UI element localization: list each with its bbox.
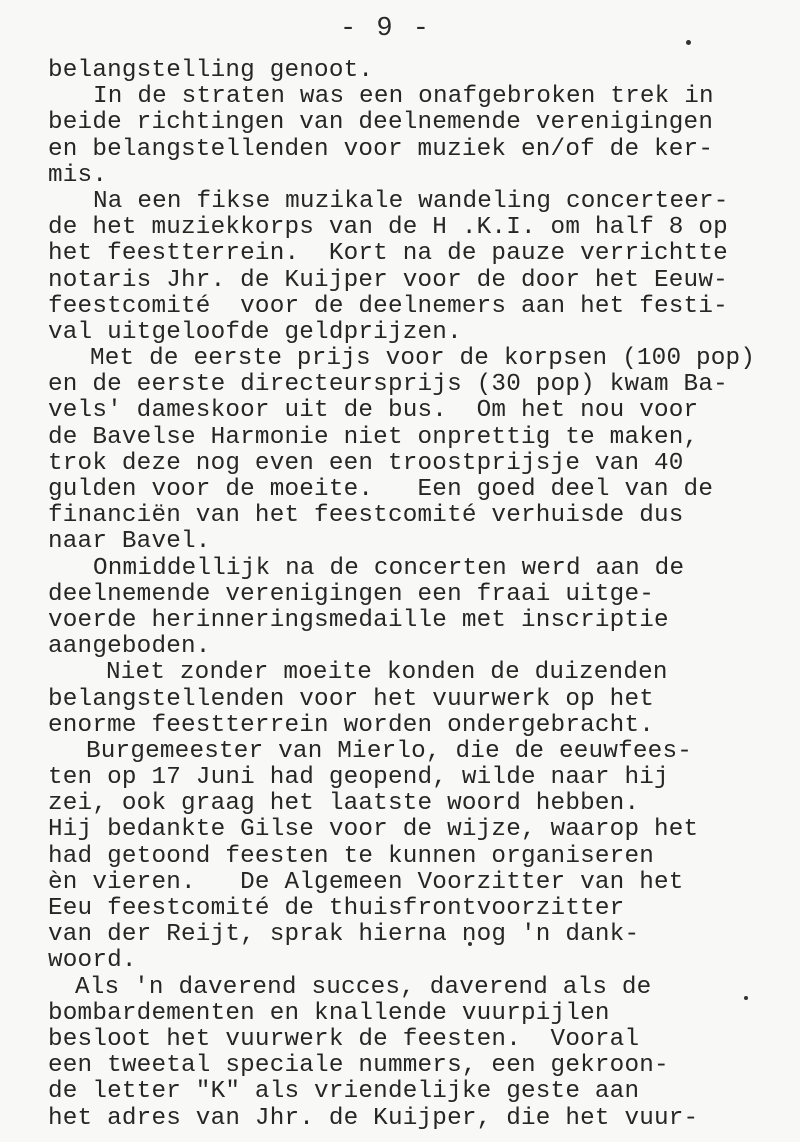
text-line: naar Bavel.: [48, 528, 211, 556]
text-line: voerde herinneringsmedaille met inscriptie: [48, 606, 669, 634]
text-line: mis.: [48, 161, 108, 189]
text-line: feestcomité voor de deelnemers aan het festi-: [48, 292, 728, 320]
text-line: In de straten was een onafgebroken trek in: [93, 83, 714, 111]
text-line: val uitgeloofde geldprijzen.: [48, 318, 462, 346]
text-line: het feestterrein. Kort na de pauze verrichtte: [48, 240, 728, 268]
text-line: ten op 17 Juni had geopend, wilde naar hij: [48, 764, 669, 792]
text-line: bombardementen en knallende vuurpijlen: [48, 999, 610, 1027]
text-line: het adres van Jhr. de Kuijper, die het vuur-: [48, 1104, 699, 1132]
ink-speck: [686, 40, 691, 45]
text-line: financiën van het feestcomité verhuisde dus: [48, 502, 684, 530]
text-line: gulden voor de moeite. Een goed deel van de: [48, 476, 714, 503]
text-line: Met de eerste prijs voor de korpsen (100 pop): [90, 345, 756, 373]
text-line: de Bavelse Harmonie niet onprettig te maken,: [48, 423, 699, 451]
text-line: een tweetal speciale nummers, een gekroon-: [48, 1052, 669, 1080]
page-number: - 9 -: [340, 14, 432, 44]
text-line: trok deze nog even een troostprijsje van 40: [48, 449, 684, 477]
text-line: Burgemeester van Mierlo, die de eeuwfees-: [86, 737, 693, 765]
text-line: enorme feestterrein worden ondergebracht.: [48, 711, 655, 739]
text-line: en de eerste directeursprijs (30 pop) kwam Ba-: [48, 371, 728, 399]
text-line: deelnemende verenigingen een fraai uitge-: [48, 580, 655, 608]
text-line: beide richtingen van deelnemende verenigingen: [48, 109, 714, 137]
text-line: de letter "K" als vriendelijke geste aan: [48, 1078, 640, 1106]
text-line: en belangstellenden voor muziek en/of de ker-: [48, 135, 714, 163]
text-line: zei, ook graag het laatste woord hebben.: [48, 790, 640, 818]
text-line: belangstellenden voor het vuurwerk op het: [48, 685, 655, 713]
text-line: had getoond feesten te kunnen organiseren: [48, 842, 655, 870]
text-line: belangstelling genoot.: [48, 57, 374, 84]
text-line: besloot het vuurwerk de feesten. Vooral: [48, 1025, 640, 1053]
text-line: notaris Jhr. de Kuijper voor de door het Eeuw-: [48, 266, 728, 294]
text-line: woord.: [48, 947, 137, 975]
text-line: vels' dameskoor uit de bus. Om het nou voor: [48, 397, 699, 425]
text-line: èn vieren. De Algemeen Voorzitter van het: [48, 868, 684, 896]
text-line: aangeboden.: [48, 633, 211, 661]
text-line: van der Reijt, sprak hierna nog 'n dank-: [48, 921, 640, 949]
text-line: Niet zonder moeite konden de duizenden: [106, 659, 668, 687]
text-line: Eeu feestcomité de thuisfrontvoorzitter: [48, 895, 625, 922]
text-line: Hij bedankte Gilse voor de wijze, waarop het: [48, 816, 699, 844]
text-line: Onmiddellijk na de concerten werd aan de: [93, 554, 685, 582]
text-line: Als 'n daverend succes, daverend als de: [75, 973, 652, 1001]
text-line: de het muziekkorps van de H .K.I. om half 8 op: [48, 214, 728, 242]
body-text: [48, 58, 788, 1132]
text-line: Na een fikse muzikale wandeling concerteer-: [93, 187, 729, 215]
